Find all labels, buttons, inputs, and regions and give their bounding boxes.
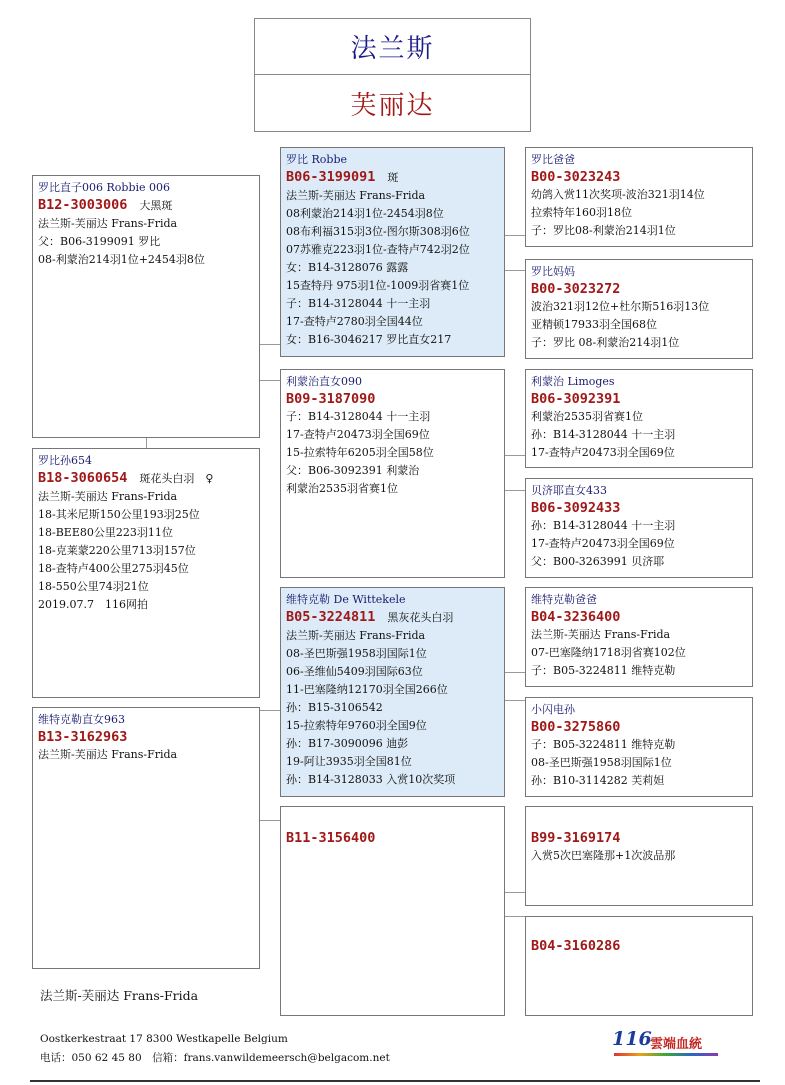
dam-sire-color: 黑灰花头白羽 [387, 611, 454, 624]
gp8-box [525, 916, 753, 1016]
sire-line: 女：B16-3046217 罗比直女217 [286, 333, 452, 346]
gp1-ring: B00-3023243 [531, 169, 621, 185]
gp6-line: 子：B05-3224811 维特克勒 [531, 738, 676, 751]
dam-sire-line: 孙：B14-3128033 入赏10次奖项 [286, 773, 456, 786]
subject-line: 父：B06-3199091 罗比 [38, 235, 161, 248]
gp2-name: 罗比妈妈 [531, 265, 575, 278]
title-owner-row [255, 19, 530, 75]
connector-gp5 [504, 672, 525, 673]
sire-dam-line: 父：B06-3092391 利蒙治 [286, 464, 420, 477]
gp7-line: 入赏5次巴塞隆那+1次波品那 [531, 849, 676, 862]
sire-line: 08利蒙治214羽1位-2454羽8位 [286, 207, 444, 220]
dam-line: 法兰斯-芙丽达 Frans-Frida [38, 748, 178, 761]
gp1-line: 拉索特年160羽18位 [531, 206, 632, 219]
subject-name: 罗比直子006 Robbie 006 [38, 181, 170, 194]
gp2-line: 亚精顿17933羽全国68位 [531, 318, 657, 331]
sire-box [280, 147, 505, 357]
sibling-color: 斑花头白羽 ♀ [139, 472, 214, 485]
gp3-line: 17-查特卢20473羽全国69位 [531, 446, 675, 459]
dam-sire-line: 孙：B17-3090096 迪彭 [286, 737, 409, 750]
gp1-line: 子：罗比08-利蒙治214羽1位 [531, 224, 676, 237]
logo-bar [614, 1053, 718, 1056]
sibling-line: 18-BEE80公里223羽11位 [38, 526, 173, 539]
gp3-ring: B06-3092391 [531, 391, 621, 407]
dam-sire-line: 15-拉索特年9760羽全国9位 [286, 719, 427, 732]
connector-sire [260, 344, 280, 345]
dam-sire-line: 11-巴塞隆纳12170羽全国266位 [286, 683, 448, 696]
sire-dam-line: 子：B14-3128044 十一主羽 [286, 410, 431, 423]
connector-gp7 [504, 892, 525, 893]
sire-line: 子：B14-3128044 十一主羽 [286, 297, 431, 310]
sire-name: 罗比 Robbe [286, 153, 347, 166]
subject-color: 大黑斑 [139, 199, 173, 212]
logo-text: 雲端血統 [650, 1037, 703, 1052]
sire-dam-box [280, 369, 505, 578]
dam-name: 维特克勒直女963 [38, 713, 125, 726]
gp3-line: 利蒙治2535羽省赛1位 [531, 410, 643, 423]
gp4-line: 父：B00-3263991 贝济耶 [531, 555, 665, 568]
gp6-line: 孙：B10-3114282 芙莉妲 [531, 774, 665, 787]
connector-gp3 [504, 455, 525, 456]
connector-dam-sire [260, 710, 280, 711]
sire-line: 法兰斯-芙丽达 Frans-Frida [286, 189, 426, 202]
sibling-box [32, 448, 260, 698]
sibling-line: 18-550公里74羽21位 [38, 580, 149, 593]
sire-dam-ring: B09-3187090 [286, 391, 376, 407]
gp5-line: 07-巴塞隆纳1718羽省赛102位 [531, 646, 686, 659]
dam-sire-box [280, 587, 505, 797]
gp4-ring: B06-3092433 [531, 500, 621, 516]
gp5-ring: B04-3236400 [531, 609, 621, 625]
dam-dam-box [280, 806, 505, 1016]
gp4-box [525, 478, 753, 578]
dam-sire-line: 孙：B15-3106542 [286, 701, 383, 714]
sire-line: 17-查特卢2780羽全国44位 [286, 315, 423, 328]
connector-gp2 [504, 270, 525, 271]
gp4-line: 孙：B14-3128044 十一主羽 [531, 519, 676, 532]
gp4-name: 贝济耶直女433 [531, 484, 607, 497]
gp3-name: 利蒙治 Limoges [531, 375, 615, 388]
gp6-line: 08-圣巴斯强1958羽国际1位 [531, 756, 672, 769]
dam-box [32, 707, 260, 969]
gp5-line: 法兰斯-芙丽达 Frans-Frida [531, 628, 671, 641]
sire-line: 女：B14-3128076 露露 [286, 261, 409, 274]
gp1-line: 幼鸽入赏11次奖项-波治321羽14位 [531, 188, 705, 201]
sibling-line: 18-克莱蒙220公里713羽157位 [38, 544, 196, 557]
subject-ring: B12-3003006 大黑斑 [38, 197, 173, 213]
gp6-name: 小闪电孙 [531, 703, 575, 716]
bottom-rule [30, 1080, 760, 1082]
dam-sire-line: 06-圣维仙5409羽国际63位 [286, 665, 423, 678]
logo [612, 1028, 724, 1058]
gp6-ring: B00-3275860 [531, 719, 621, 735]
sibling-line: 法兰斯-芙丽达 Frans-Frida [38, 490, 178, 503]
dam-sire-line: 19-阿让3935羽全国81位 [286, 755, 412, 768]
gp2-line: 子：罗比 08-利蒙治214羽1位 [531, 336, 680, 349]
gp6-box [525, 697, 753, 797]
gp4-line: 17-查特卢20473羽全国69位 [531, 537, 675, 550]
sibling-name: 罗比孙654 [38, 454, 92, 467]
connector-sire-dam [260, 380, 280, 381]
connector-dam-dam [260, 820, 280, 821]
breeder-address: Oostkerkestraat 17 8300 Westkapelle Belgium [40, 1033, 288, 1045]
sire-dam-name: 利蒙治直女090 [286, 375, 362, 388]
dam-ring: B13-3162963 [38, 729, 128, 745]
dam-sire-line: 08-圣巴斯强1958羽国际1位 [286, 647, 427, 660]
gp5-line: 子：B05-3224811 维特克勒 [531, 664, 676, 677]
sire-ring: B06-3199091 斑 [286, 169, 399, 185]
sire-dam-line: 17-查特卢20473羽全国69位 [286, 428, 430, 441]
dam-sire-ring: B05-3224811 黑灰花头白羽 [286, 609, 454, 625]
gp2-box [525, 259, 753, 359]
dam-sire-name: 维特克勒 De Wittekele [286, 593, 406, 606]
connector-gp4 [504, 490, 525, 491]
connector-sibling-link [146, 438, 147, 448]
subject-line: 法兰斯-芙丽达 Frans-Frida [38, 217, 178, 230]
title-farm-row [255, 75, 530, 131]
sibling-ring: B18-3060654 斑花头白羽 ♀ [38, 470, 214, 486]
sibling-line: 18-其米尼斯150公里193羽25位 [38, 508, 200, 521]
gp2-ring: B00-3023272 [531, 281, 621, 297]
subject-box [32, 175, 260, 438]
gp3-line: 孙：B14-3128044 十一主羽 [531, 428, 676, 441]
gp1-box [525, 147, 753, 247]
title-box [254, 18, 531, 132]
gp2-line: 波治321羽12位+杜尔斯516羽13位 [531, 300, 710, 313]
sibling-line: 2019.07.7 116网拍 [38, 598, 148, 611]
dam-dam-ring: B11-3156400 [286, 830, 376, 846]
gp5-box [525, 587, 753, 687]
dam-sire-line: 法兰斯-芙丽达 Frans-Frida [286, 629, 426, 642]
sire-dam-line: 15-拉索特年6205羽全国58位 [286, 446, 434, 459]
breeder-name: 法兰斯-芙丽达 Frans-Frida [40, 988, 199, 1003]
gp3-box [525, 369, 753, 468]
gp1-name: 罗比爸爸 [531, 153, 575, 166]
breeder-contact: 电话：050 62 45 80 信箱：frans.vanwildemeersch@belgacom.net [40, 1052, 390, 1064]
sire-line: 15查特丹 975羽1位-1009羽省赛1位 [286, 279, 470, 292]
subject-line: 08-利蒙治214羽1位+2454羽8位 [38, 253, 205, 266]
gp5-name: 维特克勒爸爸 [531, 593, 597, 606]
connector-gp6 [504, 700, 525, 701]
logo-number: 116 [612, 1028, 652, 1050]
sire-line: 07苏雅克223羽1位-查特卢742羽2位 [286, 243, 470, 256]
connector-gp8 [504, 916, 525, 917]
connector-gp1 [504, 235, 525, 236]
gp7-box [525, 806, 753, 906]
sire-color: 斑 [387, 171, 399, 184]
owner-name: 法兰斯 [350, 34, 435, 64]
sibling-line: 18-查特卢400公里275羽45位 [38, 562, 189, 575]
gp7-ring: B99-3169174 [531, 830, 621, 846]
sire-line: 08布利福315羽3位-图尔斯308羽6位 [286, 225, 470, 238]
gp8-ring: B04-3160286 [531, 938, 621, 954]
farm-name: 芙丽达 [350, 90, 435, 121]
sire-dam-line: 利蒙治2535羽省赛1位 [286, 482, 398, 495]
